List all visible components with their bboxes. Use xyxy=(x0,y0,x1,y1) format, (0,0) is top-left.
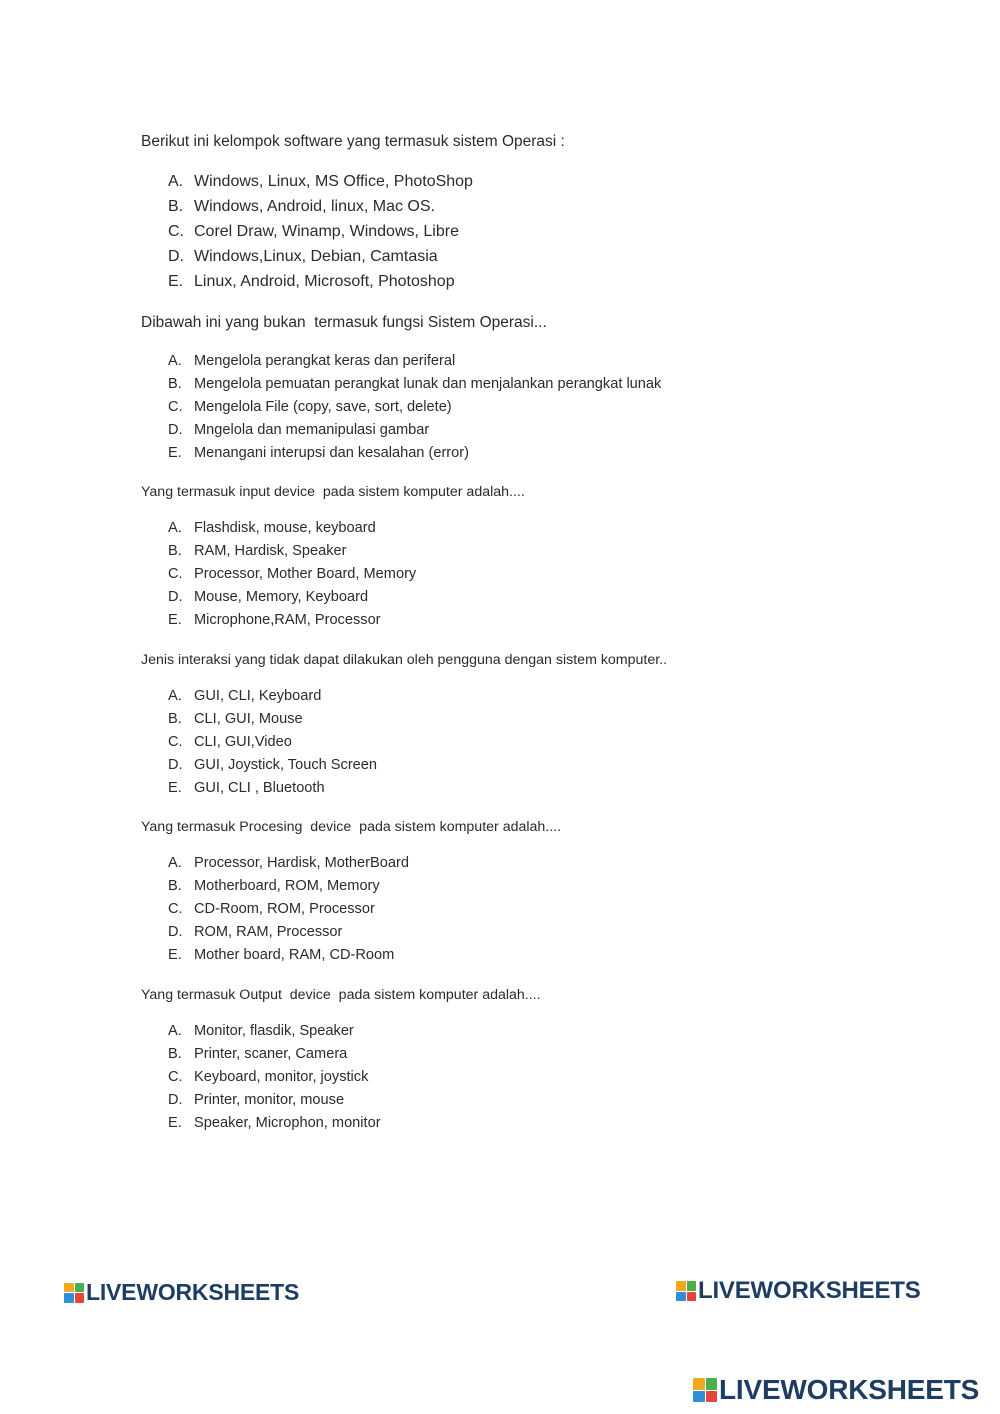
option-letter: C. xyxy=(168,1069,183,1086)
option-letter: A. xyxy=(168,172,184,190)
option-text: Mouse, Memory, Keyboard xyxy=(194,589,369,606)
option-e[interactable] xyxy=(141,613,941,636)
option-letter: D. xyxy=(168,421,183,438)
option-b[interactable] xyxy=(141,879,941,902)
option-c[interactable] xyxy=(141,902,941,925)
option-text: Mother board, RAM, CD-Room xyxy=(194,947,395,964)
liveworksheets-watermark-bottom xyxy=(693,1376,979,1404)
option-text: RAM, Hardisk, Speaker xyxy=(194,543,347,560)
question-text: Dibawah ini yang bukan termasuk fungsi Sistem Operasi... xyxy=(141,314,547,331)
options-list xyxy=(141,521,941,636)
option-c[interactable] xyxy=(141,400,941,423)
option-letter: D. xyxy=(168,1092,183,1109)
option-text: CLI, GUI,Video xyxy=(194,734,292,751)
question-text: Berikut ini kelompok software yang termasuk sistem Operasi : xyxy=(141,133,565,150)
option-d[interactable] xyxy=(141,1093,941,1116)
options-list xyxy=(141,689,941,804)
option-a[interactable] xyxy=(141,354,941,377)
question-1 xyxy=(141,134,941,299)
option-letter: B. xyxy=(168,878,182,895)
option-text: Windows, Android, linux, Mac OS. xyxy=(194,197,435,215)
option-letter: E. xyxy=(168,947,182,964)
question-text: Yang termasuk input device pada sistem komputer adalah.... xyxy=(141,484,525,500)
option-letter: D. xyxy=(168,924,183,941)
option-text: Keyboard, monitor, joystick xyxy=(194,1069,369,1086)
option-e[interactable] xyxy=(141,781,941,804)
watermark-text: LIVEWORKSHEETS xyxy=(719,1374,980,1405)
option-text: Mngelola dan memanipulasi gambar xyxy=(194,421,430,438)
option-text: Flashdisk, mouse, keyboard xyxy=(194,520,376,537)
option-letter: A. xyxy=(168,688,182,705)
options-list xyxy=(141,174,941,299)
option-e[interactable] xyxy=(141,948,941,971)
option-text: GUI, CLI , Bluetooth xyxy=(194,780,325,797)
liveworksheets-watermark-left xyxy=(64,1281,299,1304)
option-d[interactable] xyxy=(141,423,941,446)
liveworksheets-logo-icon xyxy=(693,1378,717,1402)
question-text: Yang termasuk Procesing device pada sistem komputer adalah.... xyxy=(141,819,562,835)
option-text: CD-Room, ROM, Processor xyxy=(194,901,375,918)
option-c[interactable] xyxy=(141,224,941,249)
liveworksheets-logo-icon xyxy=(676,1281,696,1301)
option-e[interactable] xyxy=(141,446,941,469)
question-6 xyxy=(141,988,941,1139)
liveworksheets-watermark-right xyxy=(676,1279,921,1303)
option-letter: E. xyxy=(168,1115,182,1132)
option-c[interactable] xyxy=(141,735,941,758)
option-text: Printer, monitor, mouse xyxy=(194,1092,345,1109)
option-b[interactable] xyxy=(141,544,941,567)
option-b[interactable] xyxy=(141,377,941,400)
question-text: Jenis interaksi yang tidak dapat dilakukan oleh pengguna dengan sistem komputer.. xyxy=(141,652,668,668)
question-2 xyxy=(141,315,941,469)
option-text: ROM, RAM, Processor xyxy=(194,924,343,941)
option-text: Microphone,RAM, Processor xyxy=(194,612,381,629)
option-letter: C. xyxy=(168,398,183,415)
option-letter: D. xyxy=(168,589,183,606)
option-letter: E. xyxy=(168,272,184,290)
options-list xyxy=(141,856,941,971)
option-text: Mengelola File (copy, save, sort, delete) xyxy=(194,398,452,415)
option-letter: E. xyxy=(168,780,182,797)
option-e[interactable] xyxy=(141,1116,941,1139)
option-text: Linux, Android, Microsoft, Photoshop xyxy=(194,272,455,290)
option-text: Processor, Mother Board, Memory xyxy=(194,566,417,583)
option-letter: C. xyxy=(168,222,184,240)
option-d[interactable] xyxy=(141,590,941,613)
option-c[interactable] xyxy=(141,1070,941,1093)
option-d[interactable] xyxy=(141,249,941,274)
question-5 xyxy=(141,820,941,971)
option-text: Motherboard, ROM, Memory xyxy=(194,878,380,895)
option-letter: B. xyxy=(168,197,184,215)
option-a[interactable] xyxy=(141,689,941,712)
option-text: GUI, Joystick, Touch Screen xyxy=(194,757,378,774)
option-b[interactable] xyxy=(141,1047,941,1070)
option-text: Printer, scaner, Camera xyxy=(194,1046,348,1063)
option-letter: C. xyxy=(168,901,183,918)
watermark-text: LIVEWORKSHEETS xyxy=(86,1279,300,1305)
option-letter: B. xyxy=(168,543,182,560)
question-text: Yang termasuk Output device pada sistem komputer adalah.... xyxy=(141,987,541,1003)
option-text: Menangani interupsi dan kesalahan (error) xyxy=(194,444,470,461)
option-b[interactable] xyxy=(141,712,941,735)
option-letter: D. xyxy=(168,247,184,265)
option-b[interactable] xyxy=(141,199,941,224)
option-letter: A. xyxy=(168,1023,182,1040)
option-letter: B. xyxy=(168,711,182,728)
option-text: GUI, CLI, Keyboard xyxy=(194,688,322,705)
option-letter: A. xyxy=(168,855,182,872)
watermark-text: LIVEWORKSHEETS xyxy=(698,1277,921,1304)
option-letter: B. xyxy=(168,1046,182,1063)
liveworksheets-logo-icon xyxy=(64,1283,84,1303)
option-d[interactable] xyxy=(141,925,941,948)
option-text: Speaker, Microphon, monitor xyxy=(194,1115,381,1132)
option-c[interactable] xyxy=(141,567,941,590)
option-text: Monitor, flasdik, Speaker xyxy=(194,1023,354,1040)
question-3 xyxy=(141,485,941,636)
option-text: Windows,Linux, Debian, Camtasia xyxy=(194,247,438,265)
options-list xyxy=(141,354,941,469)
option-e[interactable] xyxy=(141,274,941,299)
option-text: Processor, Hardisk, MotherBoard xyxy=(194,855,409,872)
option-a[interactable] xyxy=(141,174,941,199)
option-text: Mengelola pemuatan perangkat lunak dan menjalankan perangkat lunak xyxy=(194,375,662,392)
option-a[interactable] xyxy=(141,856,941,879)
option-letter: A. xyxy=(168,520,182,537)
options-list xyxy=(141,1024,941,1139)
option-a[interactable] xyxy=(141,1024,941,1047)
option-letter: A. xyxy=(168,352,182,369)
option-text: Mengelola perangkat keras dan periferal xyxy=(194,352,456,369)
option-letter: D. xyxy=(168,757,183,774)
option-text: Windows, Linux, MS Office, PhotoShop xyxy=(194,172,473,190)
option-text: CLI, GUI, Mouse xyxy=(194,711,303,728)
option-letter: C. xyxy=(168,734,183,751)
option-d[interactable] xyxy=(141,758,941,781)
option-letter: E. xyxy=(168,612,182,629)
question-4 xyxy=(141,653,941,804)
option-text: Corel Draw, Winamp, Windows, Libre xyxy=(194,222,459,240)
option-letter: E. xyxy=(168,444,182,461)
option-a[interactable] xyxy=(141,521,941,544)
option-letter: C. xyxy=(168,566,183,583)
option-letter: B. xyxy=(168,375,182,392)
